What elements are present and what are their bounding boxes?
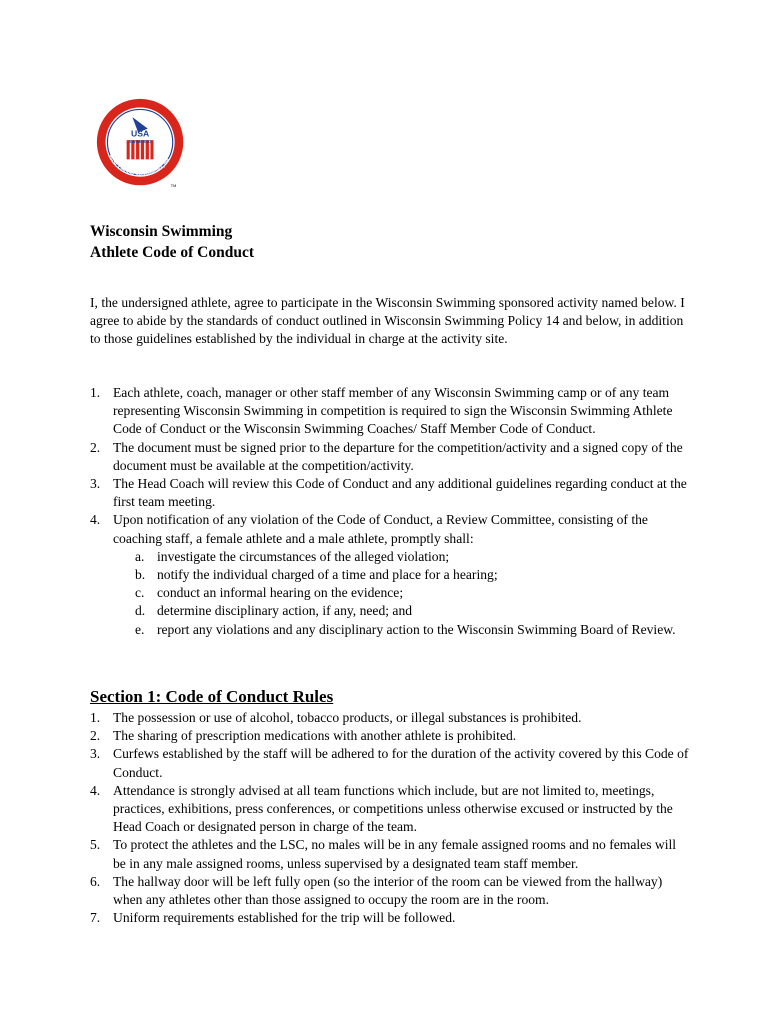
rule-item [90, 709, 690, 727]
title-line-1: Wisconsin Swimming [90, 223, 233, 240]
rule-item [90, 836, 690, 872]
rule-number: 4. [90, 782, 101, 798]
sublist-item-letter: b. [135, 567, 146, 583]
sublist-item-letter: e. [135, 621, 145, 637]
list-item-text: Upon notification of any violation of the Code of Conduct, a Review Committee, consisting of the coaching staff, a female athlete and a male athlete, promptly shall: [113, 512, 648, 546]
sublist-item-text: notify the individual charged of a time and place for a hearing; [157, 567, 498, 583]
logo-ring-text: WISCONSIN SWIMMING, INC. [106, 153, 174, 179]
sublist-item-text: determine disciplinary action, if any, need; and [157, 603, 413, 619]
rule-number: 2. [90, 728, 101, 744]
list-item [90, 384, 690, 439]
list-item-text: The Head Coach will review this Code of Conduct and any additional guidelines regarding conduct at the first team meeting. [113, 476, 687, 510]
rule-text: Uniform requirements established for the trip will be followed. [113, 910, 456, 926]
rule-text: Attendance is strongly advised at all team functions which include, but are not limited to, meetings, practices, exhibitions, press conferences, or competitions unless otherwise excused or instructed by the Head Coach or designated person in charge of the team. [113, 782, 673, 835]
sublist-item-letter: a. [135, 548, 145, 564]
list-item [90, 475, 690, 511]
sublist-item [135, 548, 690, 566]
list-item-number: 3. [90, 476, 101, 492]
list-item-number: 2. [90, 439, 101, 455]
section-1-heading: Section 1: Code of Conduct Rules [90, 687, 334, 706]
sublist-item-text: report any violations and any disciplinary action to the Wisconsin Swimming Board of Review. [157, 621, 676, 637]
rule-text: To protect the athletes and the LSC, no males will be in any female assigned rooms and no females will be in any male assigned rooms, unless supervised by a designated team staff member. [113, 837, 677, 871]
rule-number: 3. [90, 746, 101, 762]
rule-text: Curfews established by the staff will be adhered to for the duration of the activity covered by this Code of Conduct. [113, 746, 689, 780]
sublist-item [135, 566, 690, 584]
document-title [90, 221, 254, 263]
list-item [90, 511, 690, 638]
title-line-2: Athlete Code of Conduct [90, 244, 255, 261]
code-of-conduct-rules-list [90, 709, 690, 927]
sublist-item [135, 621, 690, 639]
rule-number: 7. [90, 910, 101, 926]
logo-usa-text: USA [130, 128, 150, 139]
rule-text: The sharing of prescription medications with another athlete is prohibited. [113, 728, 517, 744]
rule-text: The hallway door will be left fully open (so the interior of the room can be viewed from the hallway) when any athletes other than those assigned to occupy the room are in the room. [113, 873, 663, 908]
rule-item [90, 782, 690, 837]
sublist-item-text: conduct an informal hearing on the evidence; [157, 585, 404, 601]
rule-number: 1. [90, 710, 101, 725]
rule-item [90, 873, 690, 909]
sublist-item-letter: c. [135, 585, 145, 601]
list-item-number: 4. [90, 512, 101, 528]
rule-item [90, 909, 690, 927]
review-committee-sublist [113, 548, 690, 639]
logo-trademark: TM [170, 184, 177, 189]
rule-item [90, 745, 690, 781]
list-item-number: 1. [90, 385, 101, 400]
list-item [90, 439, 690, 475]
list-item-text: The document must be signed prior to the departure for the competition/activity and a signed copy of the document must be available at the competition/activity. [113, 439, 683, 473]
list-item-text: Each athlete, coach, manager or other staff member of any Wisconsin Swimming camp or of any team representing Wisconsin Swimming in competition is required to sign the Wisconsin Swimming Athlete Code of Conduct or the Wisconsin Swimming Coaches/ Staff Member Code of Conduct. [113, 385, 673, 437]
sublist-item-letter: d. [135, 603, 146, 619]
sublist-item [135, 584, 690, 602]
usa-swimming-wisconsin-logo-icon [94, 96, 190, 192]
sublist-item [135, 602, 690, 620]
intro-paragraph: I, the undersigned athlete, agree to participate in the Wisconsin Swimming sponsored activity named below. I agree to abide by the standards of conduct outlined in Wisconsin Swimming Policy 14 and below, in addition to those guidelines established by the individual in charge at the activity site. [90, 295, 685, 347]
logo-swimming-text: SWIMMING [128, 139, 152, 145]
sublist-item-text: investigate the circumstances of the alleged violation; [157, 548, 450, 564]
rule-number: 5. [90, 837, 101, 853]
rule-text: The possession or use of alcohol, tobacco products, or illegal substances is prohibited. [113, 710, 582, 725]
rule-item [90, 727, 690, 745]
procedure-list [90, 384, 690, 639]
rule-number: 6. [90, 873, 101, 889]
